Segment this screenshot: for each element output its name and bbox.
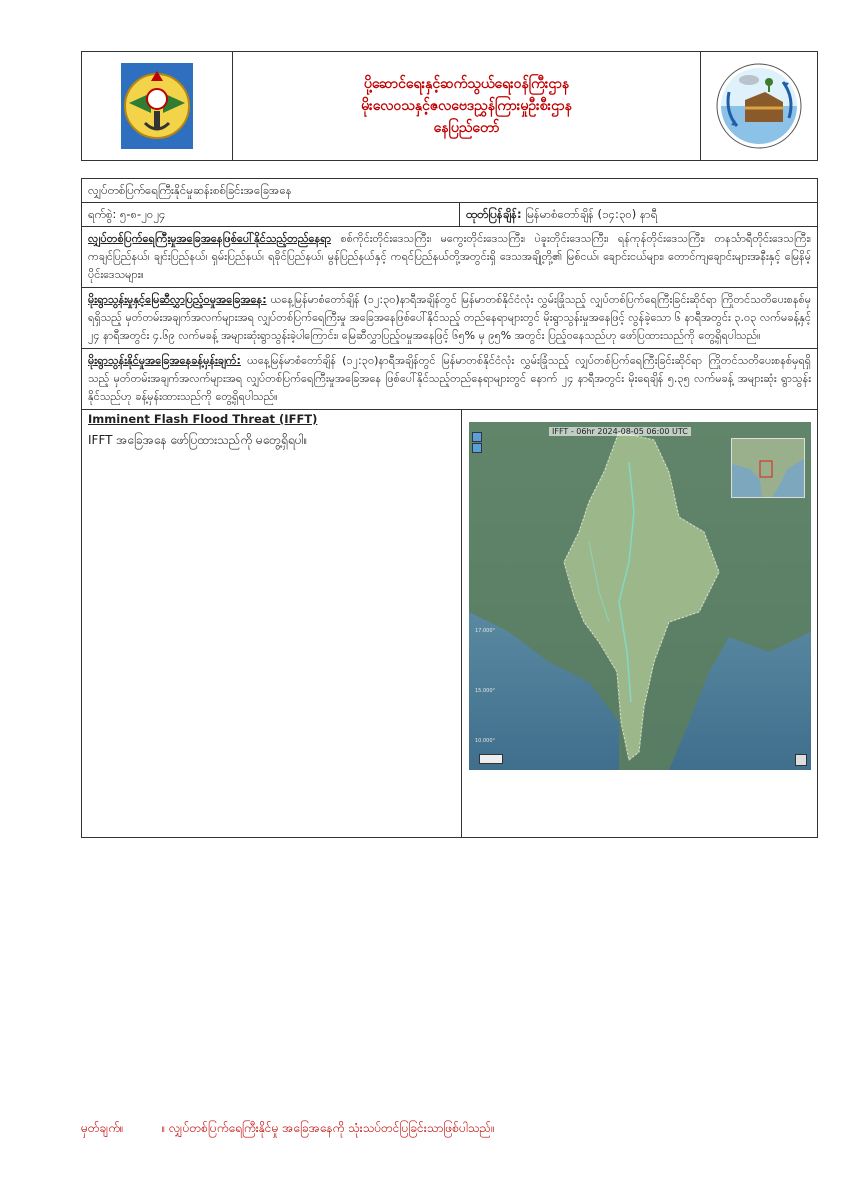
locator-inset-map <box>731 438 805 498</box>
svg-text:10.000°: 10.000° <box>475 738 495 744</box>
svg-text:15.000°: 15.000° <box>475 688 495 694</box>
ministry-emblem-icon <box>121 63 193 149</box>
location-body: စစ်ကိုင်းတိုင်းဒေသကြီး၊ မကွေးတိုင်းဒေသကြီး၊ ပဲခူးတိုင်းဒေသကြီး၊ ရန်ကုန်တိုင်းဒေသကြီး၊ တနင်္သာရီတိုင်းဒေသကြီး၊ ကချင်ပြည်နယ်၊ ချင်းပြည်နယ်၊ ရှမ်းပြည်နယ်၊ ရခိုင်ပြည်နယ်၊ မွန်ပြည်နယ်နှင့် ကရင်ပြည်နယ်တို့အတွင်းရှိ ဒေသအချို့တို့၏ မြစ်ငယ်၊ ချောင်းငယ်များ၊ တောင်ကျချောင်းများအနီးနှင့် မြေနိမ့်ပိုင်းဒေသများ။ <box>88 232 812 281</box>
department-name: မိုးလေဝသနှင့်ဇလဗေဒညွှန်ကြားမှုဦးစီးဌာန <box>361 98 572 114</box>
rainfall-soil-body: ယနေ့မြန်မာစံတော်ချိန် (၁၂:၃၀)နာရီအချိန်တွင် မြန်မာတစ်နိုင်ငံလုံး လွှမ်းခြုံသည့် လျှပ်တစ်ပြက်ရေကြီးခြင်းဆိုင်ရာ ကြိုတင်သတိပေးစနစ်မှရရှိသည့် မှတ်တမ်းအချက်အလက်များအရ လျှပ်တစ်ပြက်ရေကြီးမှု အခြေအနေဖြစ်ပေါ်နိုင်သည့် တည်နေရာများတွင် မိုးရွာသွန်းမှုအနေဖြင့် လွန်ခဲ့သော ၆ နာရီအတွင်း ၃.၀၃ လက်မခန့်နှင့် ၂၄ နာရီအတွင်း ၄.၆၉ လက်မခန့် အများဆုံးရွာသွန်းခဲ့ပါကြောင်း၊ မြေဆီလွှာပြည့်ဝမှုအနေဖြင့် ၆၅% မှ ၉၅% အတွင်း ပြည့်ဝနေသည်ဟု ဖော်ပြထားသည်ကို တွေ့ရှိရပါသည်။ <box>88 293 812 342</box>
issue-label: ထုတ်ပြန်ချိန်: <box>466 207 522 221</box>
date-label: ရက်စွဲ: <box>88 207 117 221</box>
ifft-heading: Imminent Flash Flood Threat (IFFT) <box>88 412 318 426</box>
ifft-row <box>82 410 817 837</box>
hydrological-cycle-icon <box>715 62 803 150</box>
zoom-out-icon[interactable] <box>472 443 482 453</box>
forecast-heading: မိုးရွာသွန်းနိုင်မှုအခြေအနေခန့်မှန်းချက်: <box>88 354 241 367</box>
note-text: ။ လျှပ်တစ်ပြက်ရေကြီးနိုင်မှု အခြေအနေကို သုံးသပ်တင်ပြခြင်းသာဖြစ်ပါသည်။ <box>161 1121 495 1135</box>
footer-note <box>81 1120 781 1138</box>
right-logo-cell <box>701 52 817 160</box>
map-title: IFFT - 06hr 2024-08-05 06:00 UTC <box>549 427 691 436</box>
ifft-map[interactable] <box>469 422 811 770</box>
zoom-in-icon[interactable] <box>472 432 482 442</box>
forecast-body: ယနေ့မြန်မာစံတော်ချိန် (၁၂:၃၀)နာရီအချိန်တွင် မြန်မာတစ်နိုင်ငံလုံး လွှမ်းခြုံသည့် လျှပ်တစ်ပြက်ရေကြီးခြင်းဆိုင်ရာ ကြိုတင်သတိပေးစနစ်မှရရှိသည့် မှတ်တမ်းအချက်အလက်များအရ လျှပ်တစ်ပြက်ရေကြီးမှုအခြေအနေ ဖြစ်ပေါ်နိုင်သည့်တည်နေရာများတွင် နောက် ၂၄ နာရီအတွင်း မိုးရေချိန် ၅.၃၅ လက်မခန့် အများဆုံး ရွာသွန်းနိုင်သည်ဟု ခန့်မှန်းထားသည်ကို တွေ့ရှိရပါသည်။ <box>88 354 811 403</box>
location-section <box>82 227 817 288</box>
header-title-cell <box>233 52 701 160</box>
ifft-map-cell <box>462 410 817 837</box>
rainfall-soil-heading: မိုးရွာသွန်းမှုနှင့်မြေဆီလွှာပြည့်ဝမှုအခြေအနေ: <box>88 293 267 306</box>
date-value: ၅-၈-၂၀၂၄ <box>119 207 166 221</box>
ifft-status: IFFT အခြေအနေ ဖော်ပြထားသည်ကို မတွေ့ရှိရပါ။ <box>88 433 308 447</box>
left-logo-cell <box>82 52 233 160</box>
report-table <box>81 178 818 838</box>
svg-text:17.000°: 17.000° <box>475 628 495 634</box>
fullscreen-icon[interactable] <box>795 754 807 766</box>
location-heading: လျှပ်တစ်ပြက်ရေကြီးမှုအခြေအနေဖြစ်ပေါ်နိုင်သည့်တည်နေရာ <box>88 232 332 245</box>
ministry-name: ပို့ဆောင်ရေးနှင့်ဆက်သွယ်ရေးဝန်ကြီးဌာန <box>363 76 570 92</box>
date-cell <box>82 203 460 226</box>
header-table <box>81 51 818 161</box>
forecast-section <box>82 349 817 410</box>
rainfall-soil-section <box>82 288 817 349</box>
date-row <box>82 203 817 227</box>
issue-value: မြန်မာစံတော်ချိန် (၁၄:၃၀) နာရီ <box>525 207 658 221</box>
scale-bar <box>479 754 503 764</box>
ifft-text-cell <box>82 410 462 837</box>
report-title: လျှပ်တစ်ပြက်ရေကြီးနိုင်မှုဆန်းစစ်ခြင်းအခြေအနေ <box>82 179 817 203</box>
city-name: နေပြည်တော် <box>433 120 500 136</box>
note-label: မှတ်ချက်။ <box>81 1121 124 1135</box>
issue-time-cell <box>460 203 817 226</box>
